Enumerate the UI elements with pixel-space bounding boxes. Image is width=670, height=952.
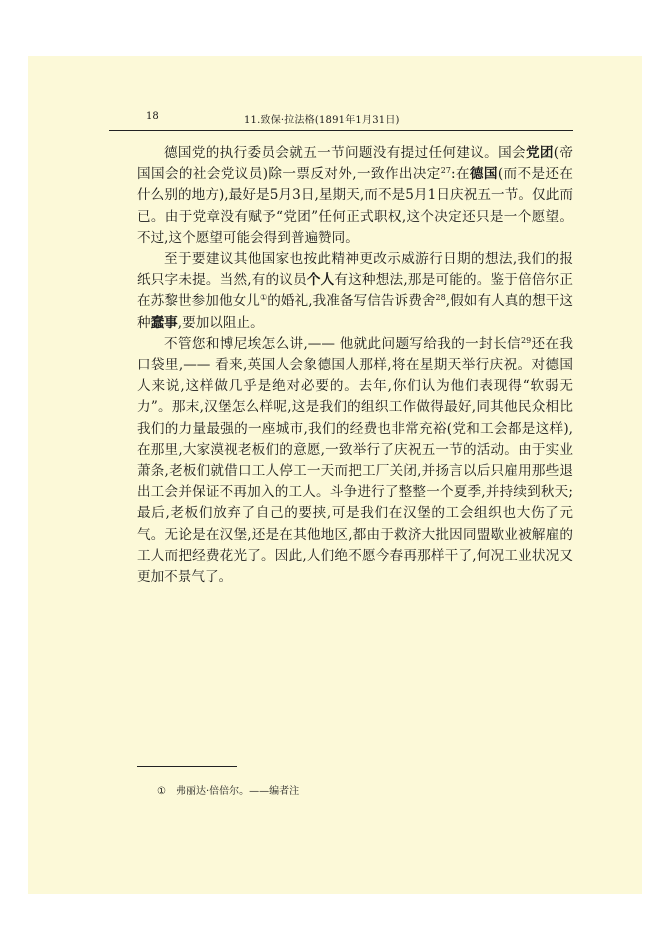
emphasis-text: 德国: [469, 166, 498, 183]
footnote: [157, 782, 299, 797]
page-number: 18: [146, 111, 159, 122]
text-run: 德国党的执行委员会就五一节问题没有提过任何建议。国会: [164, 145, 526, 161]
paragraph: [137, 249, 573, 334]
emphasis-text: 蠢事: [150, 314, 178, 331]
paragraph: [137, 334, 573, 588]
footnote-reference: ①: [259, 293, 268, 303]
running-title: 11.致保·拉法格(1891年1月31日): [244, 115, 400, 126]
running-header: [109, 108, 573, 131]
text-run: ,假如有人真的想干这种: [137, 293, 574, 331]
note-reference: 27: [440, 166, 451, 176]
emphasis-text: 党团: [525, 145, 554, 161]
emphasis-text: 个人: [306, 272, 335, 289]
text-run: (帝国国会的社会党议员)除一票反对外,一致作出决定: [137, 145, 574, 183]
text-run: 有这种想法,那是可能的。鉴于倍倍尔正在苏黎世参加他女儿: [137, 272, 573, 310]
footnote-marker: ①: [157, 786, 166, 797]
text-run: ,要加以阻止。: [177, 314, 264, 331]
note-reference: 28: [435, 293, 446, 303]
note-reference: 29: [520, 335, 532, 345]
text-run: 的婚礼,我准备写信告诉费舍: [267, 293, 436, 310]
text-run: :在: [450, 166, 470, 183]
text-run: 至于要建议其他国家也按此精神更改示威游行日期的想法,我们的报纸只字未提。当然,有的议员: [137, 251, 573, 289]
text-run: 不管您和博尼埃怎么讲,—— 他就此问题写给我的一封长信: [164, 335, 521, 352]
text-run: 还在我口袋里,—— 看来,英国人会象德国人那样,将在星期天举行庆祝。对德国人来说,这样做几乎是绝对必要的。去年,你们认为他们表现得“软弱无力”。那末,汉堡怎么样呢,这是我们的组织工作做得最好,同其他民众相比我们的力量最强的一座城市,我们的经费也非常充裕(党和工会都是这样),在那里,大家漠视老板们的意愿,一致举行了庆祝五一节的活动。由于实业萧条,老板们就借口工人停工一天而把工厂关闭,并扬言以后只雇用那些退出工会并保证不再加入的工人。斗争进行了整整一个夏季,并持续到秋天;最后,老板们放弃了自己的要挟,可是我们在汉堡的工会组织也大伤了元气。无论是在汉堡,还是在其他地区,都由于救济大批因同盟歇业被解雇的工人而把经费花光了。因此,人们绝不愿今春再那样干了,何况工业状况又更加不景气了。: [137, 335, 574, 586]
text-run: (而不是还在什么别的地方),最好是5月3日,星期天,而不是5月1日庆祝五一节。仅此而已。由于党章没有赋予“党团”任何正式职权,这个决定还只是一个愿望。不过,这个愿望可能会得到普遍赞同。: [137, 166, 574, 246]
paragraph: [137, 143, 573, 249]
footnote-text: 弗丽达·倍倍尔。——编者注: [175, 786, 300, 797]
body-text: [137, 143, 573, 588]
footnote-rule: [137, 766, 237, 767]
